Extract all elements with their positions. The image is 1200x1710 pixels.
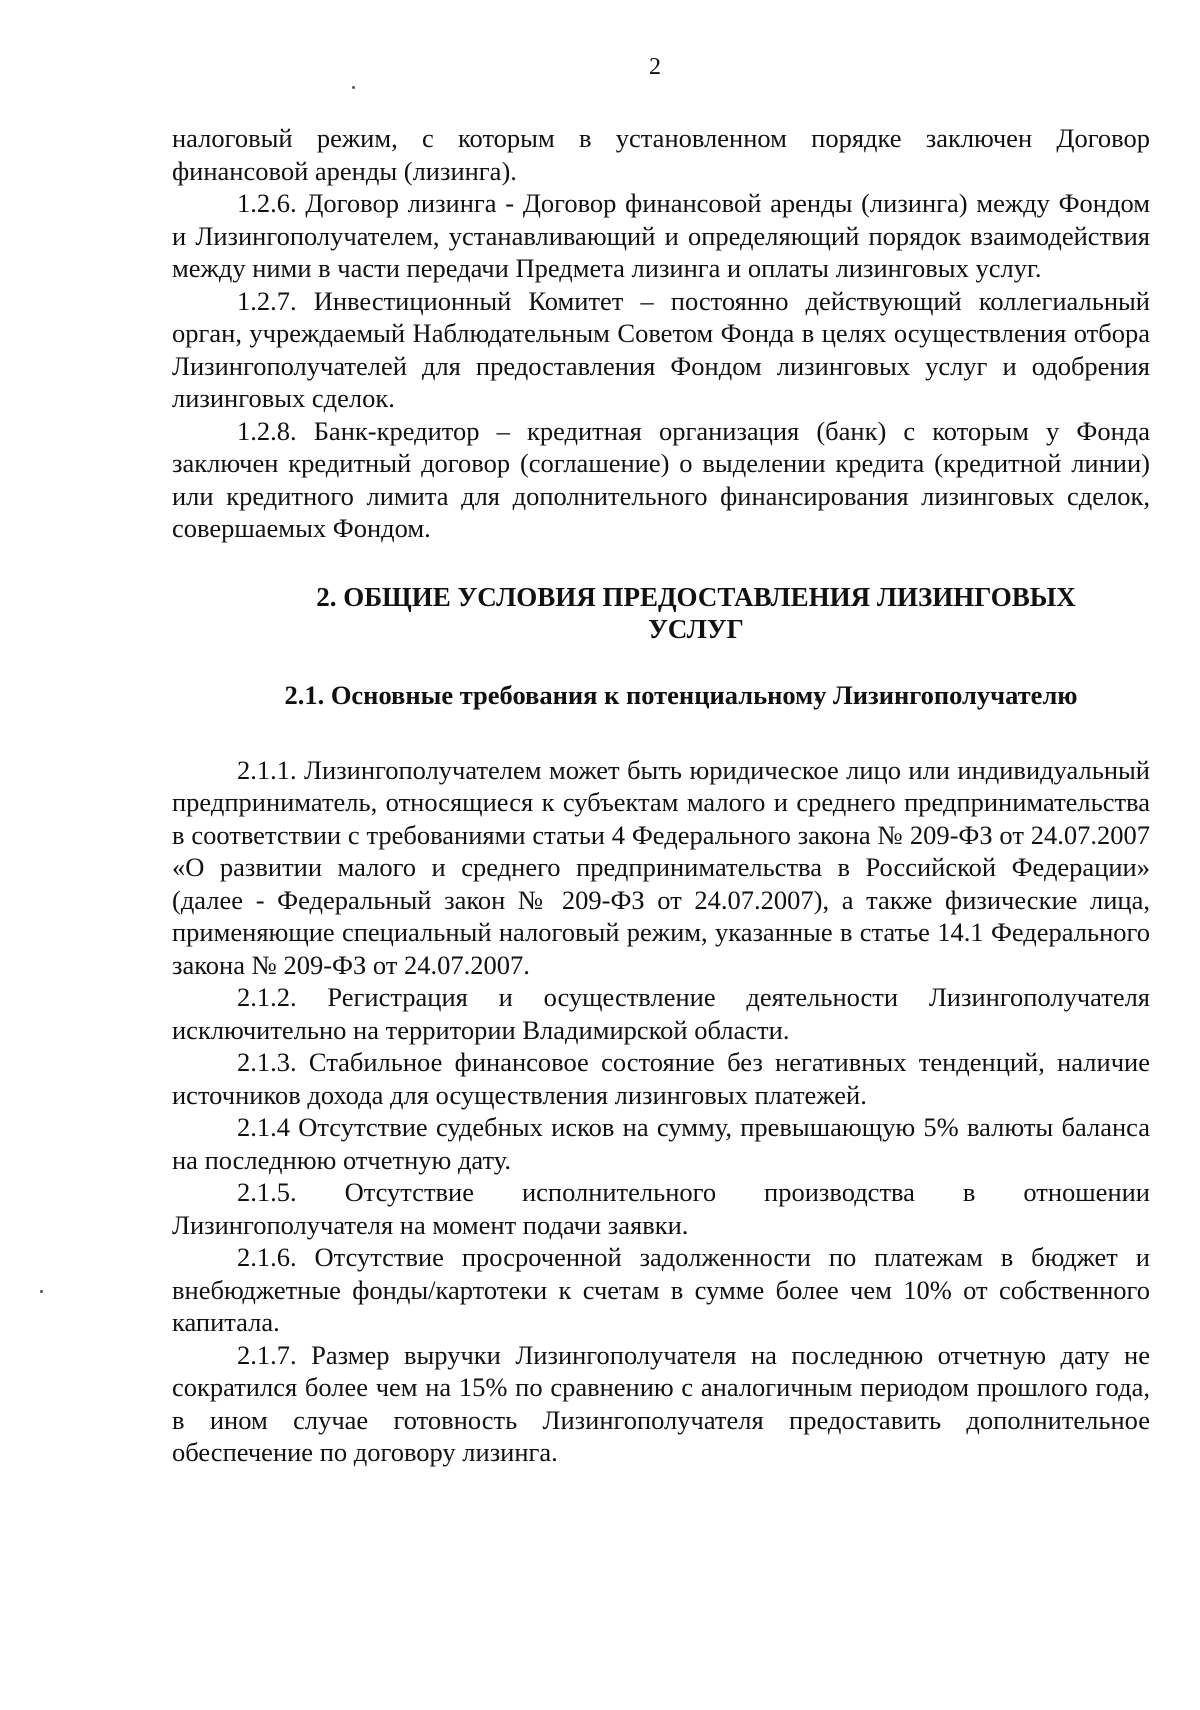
section-heading-line-1: 2. ОБЩИЕ УСЛОВИЯ ПРЕДОСТАВЛЕНИЯ ЛИЗИНГОВЫХ [316, 581, 1076, 612]
spacer [172, 711, 1150, 754]
paragraph-1-2-7: 1.2.7. Инвестиционный Комитет – постоянно действующий коллегиальный орган, учреждаемый Наблюдательным Советом Фонда в целях осуществления отбора Лизингополучателей для предоставления Фондом лизинговых услуг и одобрения лизинговых сделок. [172, 285, 1150, 413]
subsection-heading: 2.1. Основные требования к потенциальному Лизингополучателю [284, 679, 1078, 710]
paragraph-2-1-4: 2.1.4 Отсутствие судебных исков на сумму, превышающую 5% валюты баланса на последнюю отчетную дату. [172, 1112, 1150, 1175]
paragraph-2-1-2: 2.1.2. Регистрация и осуществление деятельности Лизингополучателя исключительно на территории Владимирской области. [172, 982, 1150, 1045]
paragraph-2-1-7: 2.1.7. Размер выручки Лизингополучателя на последнюю отчетную дату не сократился более чем на 15% по сравнению с аналогичным периодом прошлого года, в ином случае готовность Лизингополучателя предоставить дополнительное обеспечение по договору лизинга. [172, 1339, 1150, 1467]
paragraph-2-1-5: 2.1.5. Отсутствие исполнительного производства в отношении Лизингополучателя на момент подачи заявки. [172, 1177, 1150, 1240]
scan-speck [40, 1290, 43, 1293]
section-heading-line-2: УСЛУГ [648, 613, 744, 644]
paragraph-continuation: налоговый режим, с которым в установленном порядке заключен Договор финансовой аренды (лизинга). [172, 123, 1150, 186]
paragraph-1-2-8: 1.2.8. Банк-кредитор – кредитная организация (банк) с которым у Фонда заключен кредитный договор (соглашение) о выделении кредита (кредитной линии) или кредитного лимита для дополнительного финансирования лизинговых сделок, совершаемых Фондом. [172, 415, 1150, 543]
section-heading [172, 581, 1150, 645]
scan-speck [352, 86, 355, 89]
paragraph-2-1-3: 2.1.3. Стабильное финансовое состояние без негативных тенденций, наличие источников дохода для осуществления лизинговых платежей. [172, 1047, 1150, 1110]
paragraph-2-1-1: 2.1.1. Лизингополучателем может быть юридическое лицо или индивидуальный предприниматель, относящиеся к субъектам малого и среднего предпринимательства в соответствии с требованиями статьи 4 Федерального закона № 209-ФЗ от 24.07.2007 «О развитии малого и среднего предпринимательства в Российской Федерации» (далее - Федеральный закон № 209-ФЗ от 24.07.2007), а также физические лица, применяющие специальный налоговый режим, указанные в статье 14.1 Федерального закона № 209-ФЗ от 24.07.2007. [172, 754, 1150, 980]
paragraph-2-1-6: 2.1.6. Отсутствие просроченной задолженности по платежам в бюджет и внебюджетные фонды/картотеки к счетам в сумме более чем 10% от собственного капитала. [172, 1242, 1150, 1337]
document-body [172, 122, 1150, 1469]
page-number: 2 [649, 54, 661, 80]
paragraph-1-2-6: 1.2.6. Договор лизинга - Договор финансовой аренды (лизинга) между Фондом и Лизингополучателем, устанавливающий и определяющий порядок взаимодействия между ними в части передачи Предмета лизинга и оплаты лизинговых услуг. [172, 188, 1150, 283]
